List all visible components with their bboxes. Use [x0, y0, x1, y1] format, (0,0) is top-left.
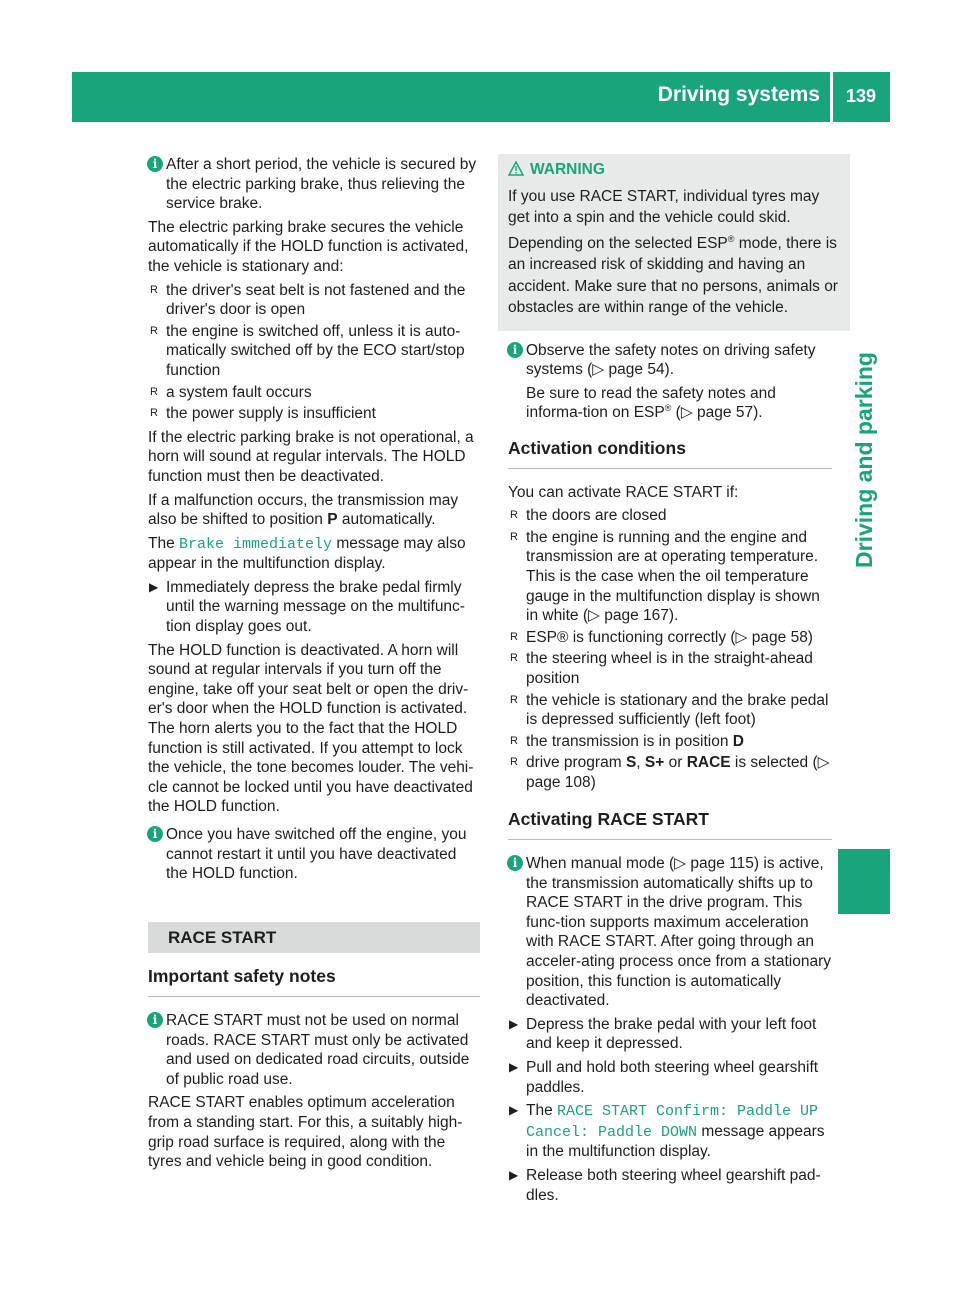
- list-item-text: the engine is switched off, unless it is auto-matically switched off by the ECO start/stop function: [166, 322, 465, 379]
- program-label: RACE: [686, 754, 731, 772]
- text: If a malfunction occurs, the transmission may also be shifted to position: [148, 491, 459, 529]
- info-text: RACE START must not be used on normal roads. RACE START must only be activated and used on dedicated road circuits, outside of public road use.: [166, 1011, 470, 1088]
- list-item-text: the engine is running and the engine and transmission are at operating temperature. This is the case when the oil temperature gauge in the multifunction display is shown in white (▷ page 167).: [526, 528, 820, 625]
- display-message: Brake immediately: [179, 535, 333, 553]
- list-item: [508, 528, 832, 626]
- bullet-icon: R: [150, 324, 158, 337]
- warning-text: [508, 233, 840, 319]
- warning-triangle-icon: [508, 161, 524, 176]
- step-text: Pull and hold both steering wheel gearshift paddles.: [526, 1059, 819, 1096]
- info-note: [148, 155, 480, 214]
- paragraph: The electric parking brake secures the vehicle automatically if the HOLD function is activated, the vehicle is stationary and:: [148, 218, 469, 275]
- registered-mark: ®: [727, 233, 735, 244]
- step-arrow-icon: ▶: [509, 1060, 519, 1074]
- list-item: [148, 281, 480, 320]
- section-heading: RACE START: [148, 922, 480, 954]
- paragraph: RACE START enables optimum acceleration from a standing start. For this, a suitably high-grip road surface is required, along with the tyres and vehicle being in good condition.: [148, 1094, 463, 1171]
- list-item: [508, 732, 832, 752]
- right-column: [508, 155, 838, 1209]
- chapter-marker: [838, 849, 890, 914]
- subheading: Activation conditions: [508, 439, 832, 469]
- page-header: [72, 72, 890, 122]
- list-item-text: a system fault occurs: [166, 383, 312, 401]
- registered-mark: ®: [664, 403, 672, 414]
- list-item-text: the power supply is insufficient: [166, 405, 376, 423]
- list-item: [148, 404, 480, 424]
- bullet-list: [508, 506, 832, 792]
- step-arrow-icon: ▶: [149, 579, 159, 594]
- list-item: [508, 691, 832, 730]
- step-arrow-icon: ▶: [509, 1103, 519, 1118]
- info-icon: i: [507, 855, 523, 871]
- paragraph: You can activate RACE START if:: [508, 483, 739, 501]
- paragraph: [148, 491, 480, 530]
- info-note: [148, 825, 480, 884]
- list-item: [508, 649, 832, 688]
- text: the transmission is in position: [526, 732, 733, 750]
- header-divider: [830, 72, 833, 122]
- bullet-icon: R: [510, 530, 518, 543]
- text: Depending on the selected ESP: [508, 234, 728, 252]
- display-message: RACE START Confirm: Paddle UP: [557, 1103, 819, 1121]
- instruction-step: [508, 1166, 832, 1205]
- warning-header: [508, 160, 840, 180]
- list-item-text: the driver's seat belt is not fastened and the driver's door is open: [166, 281, 466, 319]
- chapter-tab: [845, 310, 885, 610]
- paragraph: The HOLD function is deactivated. A horn will sound at regular intervals if you turn off the engine, take off your seat belt or open the driv-er's door when the HOLD function is activated. The horn alerts you to the fact that the HOLD function is still activated. If you attempt to lock the vehicle, the tone becomes louder. The vehi-cle cannot be locked until you have deactivated the HOLD function.: [148, 641, 474, 816]
- position-label: P: [327, 511, 338, 529]
- paragraph: [148, 534, 480, 574]
- text: ,: [636, 754, 645, 772]
- info-text: Once you have switched off the engine, you cannot restart it until you have deactivated the HOLD function.: [166, 826, 467, 883]
- text: drive program: [526, 754, 626, 772]
- warning-text: If you use RACE START, individual tyres may get into a spin and the vehicle could skid.: [508, 187, 820, 227]
- bullet-icon: R: [510, 630, 518, 643]
- bullet-icon: R: [510, 693, 518, 706]
- list-item-text: the steering wheel is in the straight-ahead position: [526, 650, 813, 687]
- paragraph: If the electric parking brake is not operational, a horn will sound at regular intervals. The HOLD function must then be deactivated.: [148, 428, 474, 485]
- text: automatically.: [337, 511, 436, 529]
- list-item: [148, 383, 480, 403]
- list-item: [508, 628, 832, 648]
- list-item-text: ESP® is functioning correctly (▷ page 58): [526, 628, 813, 646]
- list-item: [148, 322, 480, 381]
- section-title: Driving systems: [657, 83, 820, 106]
- step-text: Immediately depress the brake pedal firmly until the warning message on the multifunc-tion display goes out.: [166, 578, 465, 636]
- bullet-icon: R: [510, 652, 518, 665]
- info-text: When manual mode (▷ page 115) is active, the transmission automatically shifts up to RACE START in the drive program. This func-tion supports maximum acceleration with RACE START. After going through an acceler-ating process once from a stationary position, this function is automatically deactivated.: [526, 855, 831, 1010]
- text: (▷ page 57).: [671, 404, 763, 422]
- display-message: Cancel: Paddle DOWN: [526, 1123, 698, 1141]
- info-text: After a short period, the vehicle is secured by the electric parking brake, thus relieving the service brake.: [166, 156, 477, 213]
- info-note: [508, 854, 832, 1011]
- bullet-icon: R: [510, 734, 518, 747]
- instruction-step: [148, 578, 480, 637]
- subheading: Important safety notes: [148, 967, 480, 997]
- step-arrow-icon: ▶: [509, 1167, 519, 1182]
- program-label: S: [625, 754, 637, 772]
- list-item: [508, 753, 832, 792]
- instruction-step: [508, 1015, 832, 1054]
- bullet-icon: R: [510, 509, 518, 522]
- bullet-list: [148, 281, 480, 424]
- text: Be sure to read the safety notes and informa-tion on ESP: [526, 384, 776, 422]
- list-item-text: the vehicle is stationary and the brake pedal is depressed sufficiently (left foot): [526, 691, 829, 729]
- warning-box: [498, 154, 850, 331]
- list-item-text: the doors are closed: [526, 507, 667, 525]
- text: or: [664, 754, 687, 772]
- text: is selected (▷ page 108): [526, 754, 830, 791]
- instruction-step: [508, 1058, 832, 1097]
- position-label: D: [732, 732, 744, 750]
- info-icon: i: [147, 156, 163, 172]
- bullet-icon: R: [150, 407, 158, 420]
- warning-title: WARNING: [530, 161, 605, 178]
- step-arrow-icon: ▶: [509, 1016, 519, 1031]
- step-text: Release both steering wheel gearshift pad-dles.: [526, 1166, 821, 1204]
- text: The: [526, 1102, 558, 1120]
- subheading: Activating RACE START: [508, 810, 832, 840]
- step-text: Depress the brake pedal with your left foot and keep it depressed.: [526, 1015, 817, 1053]
- chapter-label: Driving and parking: [851, 352, 878, 568]
- bullet-icon: R: [150, 283, 158, 296]
- page-number: 139: [845, 86, 876, 106]
- text: mode, there is an increased risk of skidding and having an accident. Make sure that no persons, animals or obstacles are within range of the vehicle.: [508, 234, 838, 317]
- info-note: [148, 1011, 480, 1089]
- info-text: Observe the safety notes on driving safety systems (▷ page 54).: [526, 341, 816, 379]
- instruction-step: [508, 1101, 832, 1162]
- left-column: [148, 155, 480, 1176]
- info-icon: i: [507, 342, 523, 358]
- info-icon: i: [147, 826, 163, 842]
- info-icon: i: [147, 1012, 163, 1028]
- text: message appears in the multifunction display.: [526, 1122, 825, 1161]
- program-label: S+: [644, 754, 665, 772]
- text: The: [148, 534, 180, 552]
- bullet-icon: R: [150, 385, 158, 398]
- info-note: [508, 341, 832, 380]
- text: message may also appear in the multifunction display.: [148, 534, 466, 573]
- paragraph: [508, 384, 832, 423]
- bullet-icon: R: [510, 756, 518, 769]
- list-item: [508, 506, 832, 526]
